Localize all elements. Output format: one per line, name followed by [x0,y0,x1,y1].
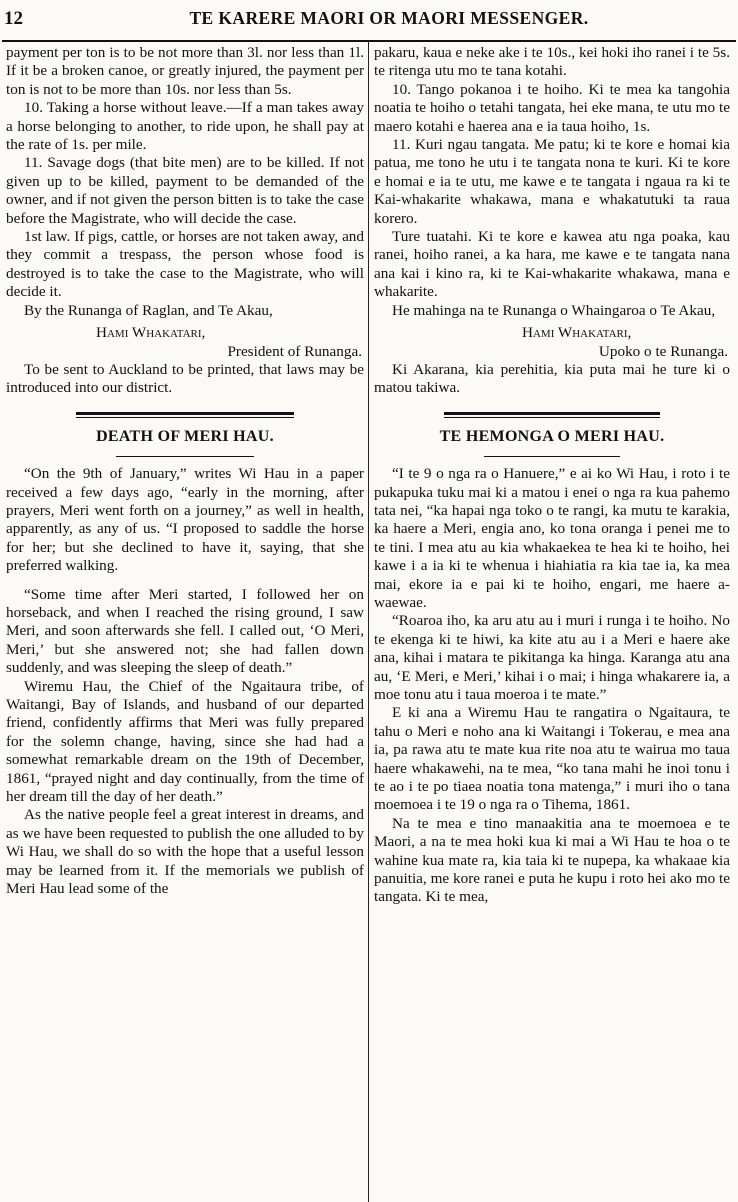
page-number: 12 [4,8,23,29]
paragraph: “I te 9 o nga ra o Hanuere,” e ai ko Wi Hau, i roto i te pukapuka tuku mai ki a matou i enei o nga ra kua pahemo tata nei, “ka hapai nga toko o te rangi, ka mutu te karakia, ka haere a Meri, engia ano, ko tona oranga i penei me to te tini. I mea atu au kia whakaekea te hea ki te hoiho, hei kawe i a ia ki te whenua i hiahiatia ra kia tae ia, ka mea mai, ekore ia e pai ki te hoiho, engari, me haere a-waewae. [374,465,730,611]
signature-title: Upoko o te Runanga. [598,342,728,360]
paragraph: As the native people feel a great interest in dreams, and as we have been requested to publish the one alluded to by Wi Hau, we shall do so with the hope that a useful lesson may be learned from it. If the memorials we publish of Meri Hau lead some of the [6,806,364,898]
paragraph: 1st law. If pigs, cattle, or horses are not taken away, and they commit a trespass, the person whose food is destroyed is to take the case to the Magistrate, who will decide it. [6,228,364,301]
section-rule [374,412,730,418]
paragraph: Na te mea e tino manaakitia ana te moemoea e te Maori, a na te mea hoki kua ki mai a Wi Hau te hoa o te wahine kua mate ra, kia taia ki te nupepa, ka whakaae kia panuitia, me kore ranei e puta he kupu i roto hei ako mo te tangata. Ki te mea, [374,814,730,906]
paragraph: payment per ton is to be not more than 3l. nor less than 1l. If it be a broken canoe, or greatly injured, the payment per ton is not to be more than 10s. nor less than 5s. [6,44,364,98]
signature-name: Hami Whakatari, [522,324,632,342]
paragraph: “On the 9th of January,” writes Wi Hau in a paper received a few days ago, “early in the morning, after prayers, Meri went forth on a journey,” as well in health, apparently, as any of us. “I proposed to saddle the horse for her; but she declined to have it, saying, that she preferred walking. [6,465,364,575]
page-header [0,0,738,40]
paragraph: To be sent to Auckland to be printed, that laws may be introduced into our district. [6,360,364,397]
paragraph: 11. Savage dogs (that bite men) are to be killed. If not given up to be killed, payment to be demanded of the owner, and if not given the person bitten is to take the case before the Magistrate, who will decide the case. [6,154,364,227]
article-heading: DEATH OF MERI HAU. [96,427,274,445]
rule-thin [444,417,660,418]
paragraph: Ture tuatahi. Ki te kore e kawea atu nga poaka, kau ranei, hoiho ranei, a ka hara, me kawe e te tangata nana ana kai i kino ra, ki te Kai-whakarite whakawa, mana e whakarite. [374,228,730,301]
rule-thick [76,412,294,415]
paragraph: pakaru, kaua e neke ake i te 10s., kei hoki iho ranei i te 5s. te ritenga utu mo te tana kotahi. [374,44,730,80]
heading-underline [484,456,620,457]
paragraph: 10. Tango pokanoa i te hoiho. Ki te mea ka tangohia noatia te hoiho o tetahi tangata, hei eke mana, te utu mo te maero kotahi e haerea ana e ia taua hoiho, 1s. [374,80,730,135]
paragraph: “Roaroa iho, ka aru atu au i muri i runga i te hoiho. No te ekenga ki te hiwi, ka kite atu au i a Meri e haere ake ana, kihai i matara te pikitanga ka hinga. Karanga atu ana au, ‘E Meri, e Meri,’ kihai i o mai; i hinga whakarere ia, a moe tonu atu i taua moeroa i te mate.” [374,612,730,703]
english-column [6,44,364,1202]
paragraph: He mahinga na te Runanga o Whaingaroa o Te Akau, [392,301,716,319]
paragraph: E ki ana a Wiremu Hau te rangatira o Ngaitaura, te tahu o Meri e noho ana ki Waitangi i Tokerau, e mea ana ia, pa rawa atu te mate kua rite noa atu te wairua mo taua haere whakawehi, na te mea, “ko tana mahi he inoi tonu i te ao i te po tiaea noatia tona matenga,” i muri iho o tana moemoea i te 19 o nga ra o Tihema, 1861. [374,704,730,814]
rule-thick [444,412,660,415]
paragraph-gap [6,576,364,586]
section-rule [6,412,364,418]
signature-name: Hami Whakatari, [96,324,206,342]
signature-title: President of Runanga. [227,342,362,360]
paragraph: “Some time after Meri started, I followed her on horseback, and when I reached the rising ground, I saw Meri, and soon afterwards she fell. I called out, ‘O Meri, Meri,’ but she answered not; she had fallen down suddenly, and was sleeping the sleep of death.” [6,585,364,677]
paragraph: 10. Taking a horse without leave.—If a man takes away a horse belonging to another, to ride upon, he shall pay at the rate of 1s. per mile. [6,99,364,154]
heading-underline [116,456,254,457]
paragraph: Ki Akarana, kia perehitia, kia puta mai he ture ki o matou takiwa. [374,360,730,397]
maori-column [374,44,730,1202]
masthead-title: TE KARERE MAORI OR MAORI MESSENGER. [189,8,589,28]
paragraph: Wiremu Hau, the Chief of the Ngaitaura tribe, of Waitangi, Bay of Islands, and husband of our departed friend, confidently affirms that Meri was fully prepared for the solemn change, having, since she had had a somewhat remarkable dream on the 19th of December, 1861, “prayed night and day continually, from the time of her dream till the day of her death.” [6,677,364,806]
paragraph: 11. Kuri ngau tangata. Me patu; ki te kore e homai kia patua, me tono he utu i te tangata nona te kuri. Ki te kore e homai e ia te utu, me kawe e te tangata i ngaua ra ki te Kai-whakarite whakawa, mana e whakatutuki ta raua korero. [374,136,730,227]
paragraph: By the Runanga of Raglan, and Te Akau, [24,301,273,319]
column-divider [368,42,369,1202]
article-heading: TE HEMONGA O MERI HAU. [439,427,665,445]
rule-thin [76,417,294,418]
header-rule [2,40,736,42]
